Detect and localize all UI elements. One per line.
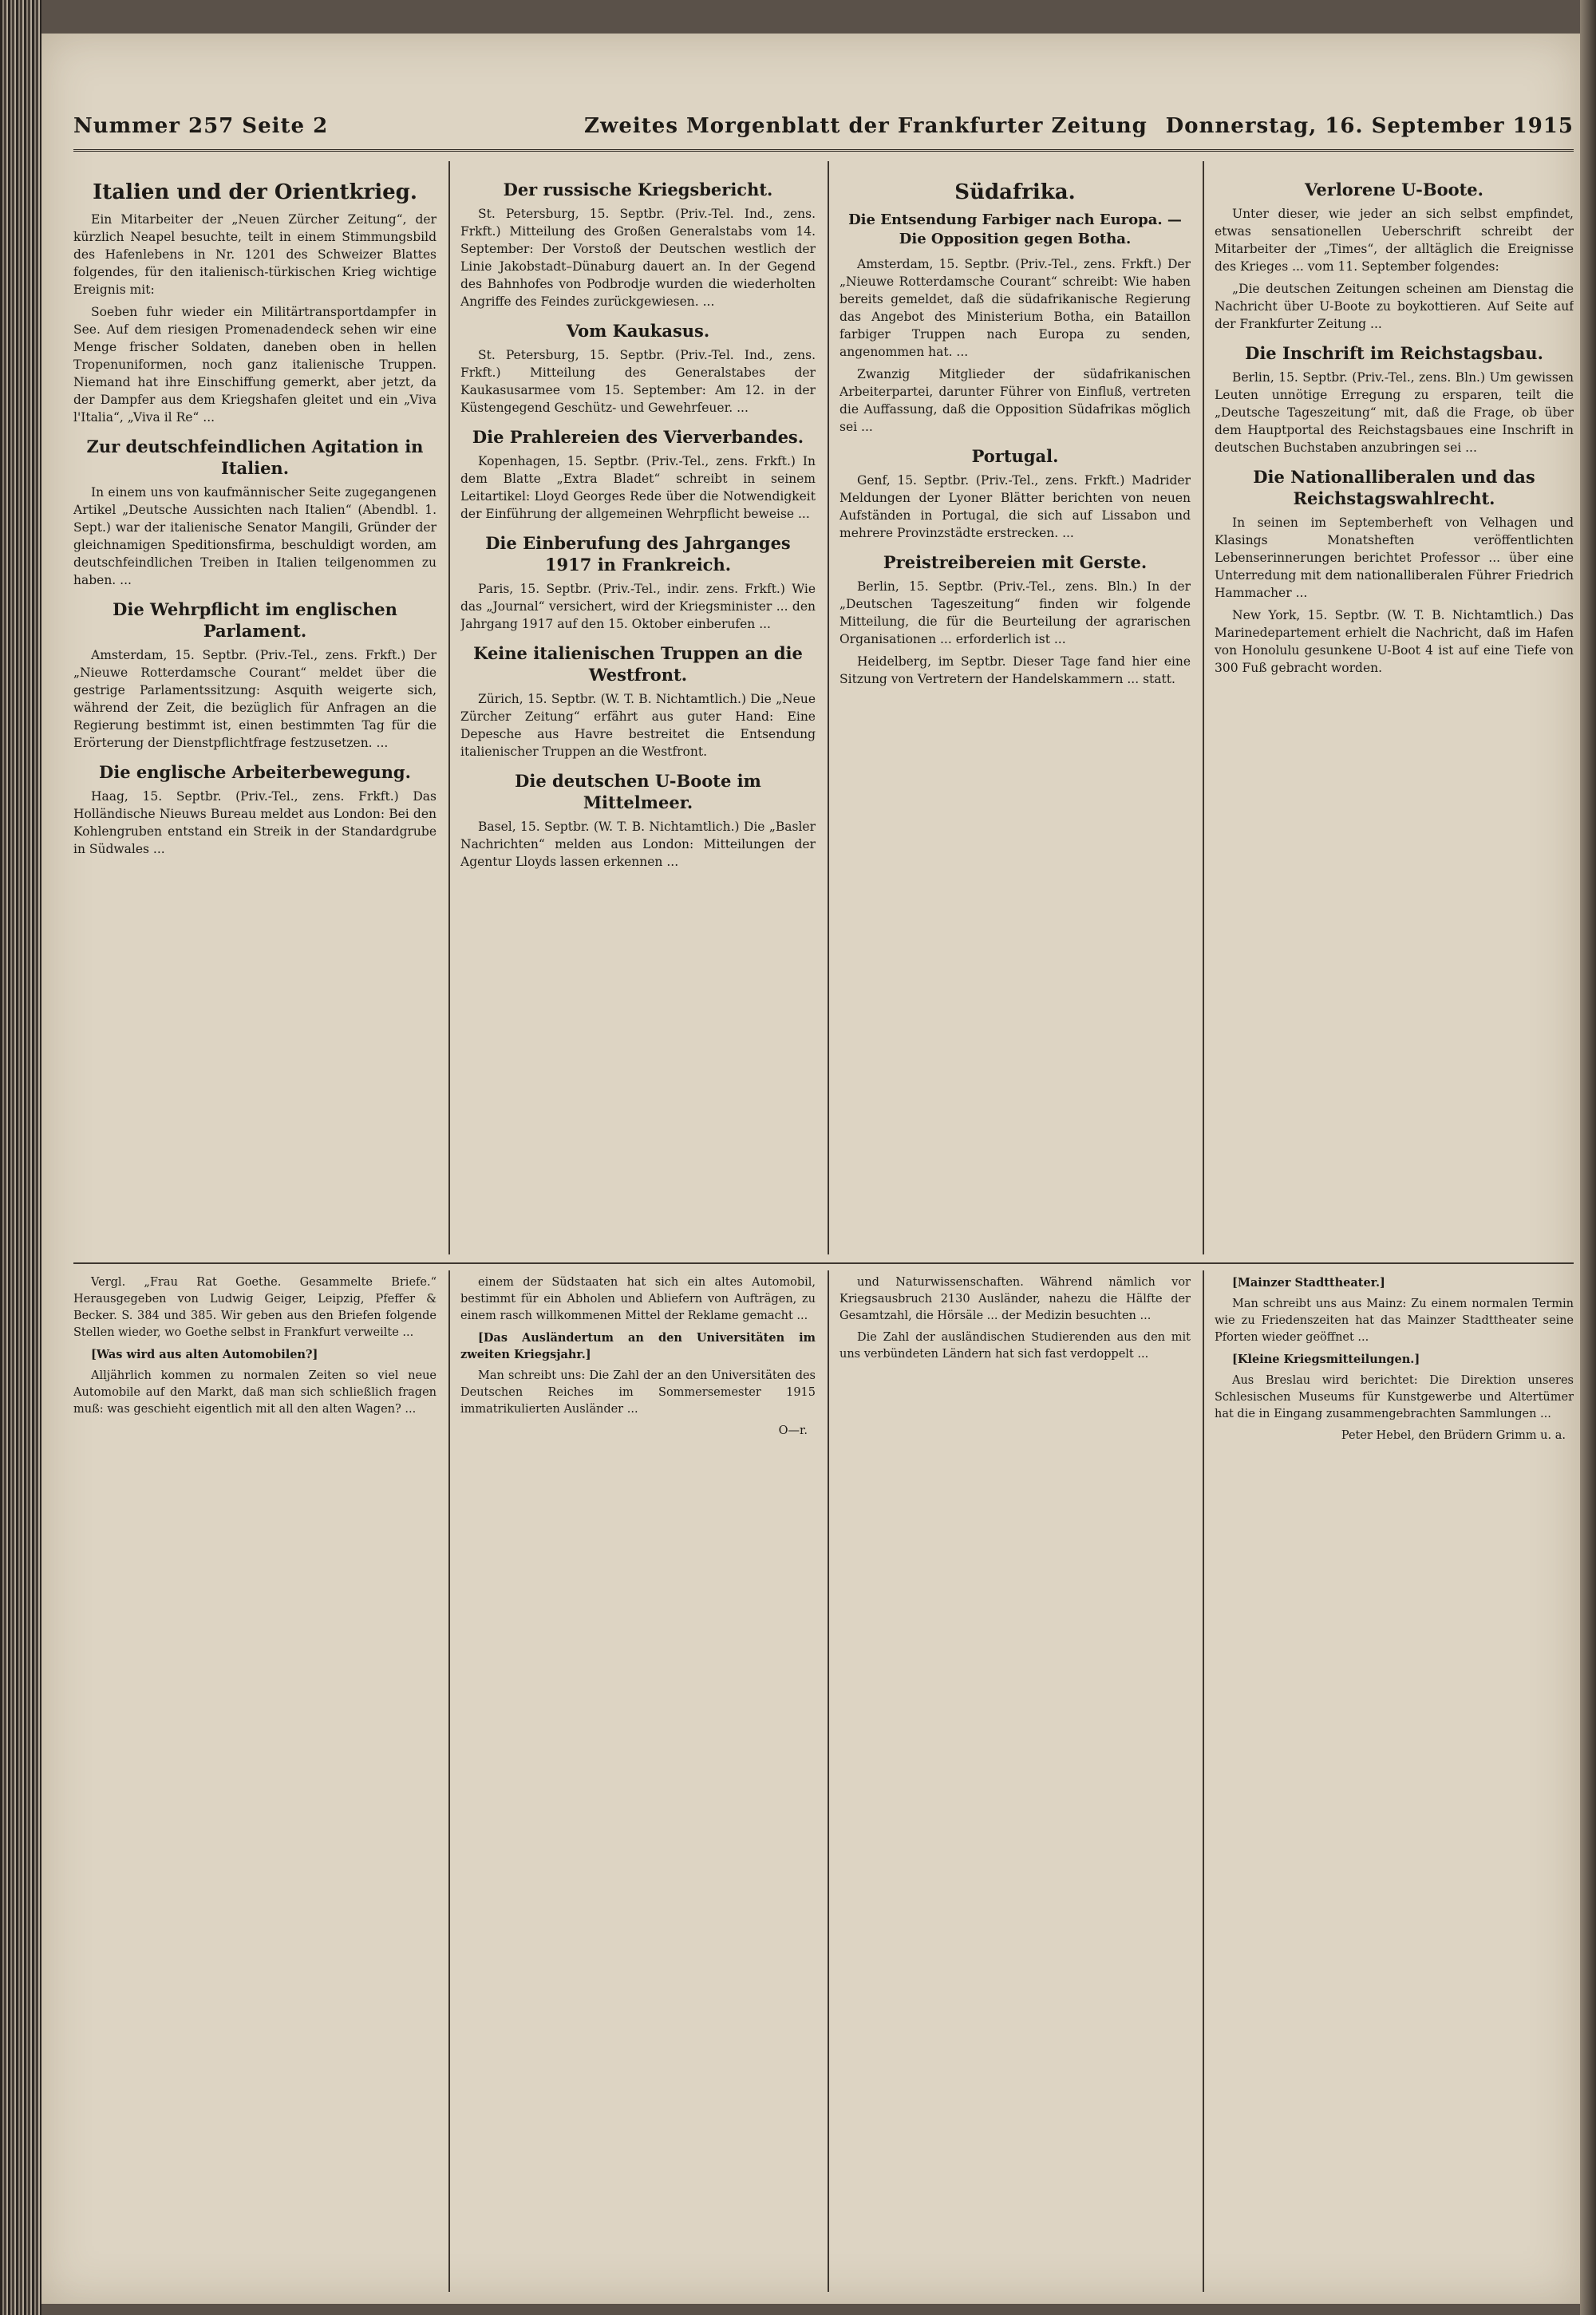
feuilleton-column-1 [73, 1274, 437, 2288]
article-heading: Italien und der Orientkrieg. [93, 180, 417, 204]
article-text: Paris, 15. Septbr. (Priv.-Tel., indir. zens. Frkft.) Wie das „Journal“ versichert, wird der Kriegsminister ... den Jahrgang 1917 auf den 15. Oktober einberufen ... [460, 582, 816, 631]
masthead [73, 109, 1574, 152]
newspaper-page [41, 34, 1580, 2304]
column-rule [448, 1270, 450, 2292]
article-text: Kopenhagen, 15. Septbr. (Priv.-Tel., zens. Frkft.) In dem Blatte „Extra Bladet“ schreibt in seinem Leitartikel: Lloyd Georges Rede über die Notwendigkeit der Einführung der allgemeinen Wehrpflicht beweise ... [460, 454, 816, 521]
feuilleton-text: Man schreibt uns: Die Zahl der an den Universitäten des Deutschen Reiches im Sommersemester 1915 immatrikulierten Ausländer ... [460, 1369, 816, 1416]
article-heading: Portugal. [971, 446, 1059, 466]
feuilleton-text: Vergl. „Frau Rat Goethe. Gesammelte Briefe.“ Herausgegeben von Ludwig Geiger, Leipzig, Pfeffer & Becker. S. 384 und 385. Wir geben aus den Briefen folgende Stellen wieder, wo Goethe selbst in Frankfurt verweilte ... [73, 1276, 437, 1339]
column-rule [1203, 161, 1204, 1254]
article-heading: Zur deutschfeindlichen Agitation in Italien. [86, 437, 424, 478]
feuilleton-heading: [Das Ausländertum an den Universitäten im zweiten Kriegsjahr.] [460, 1331, 816, 1361]
article-text: Basel, 15. Septbr. (W. T. B. Nichtamtlich.) Die „Basler Nachrichten“ melden aus London: Mitteilungen der Agentur Lloyds lassen erkennen ... [460, 820, 816, 869]
feuilleton-text: einem der Südstaaten hat sich ein altes Automobil, bestimmt für ein Abholen und Abliefern von Aufträgen, zu einem rasch willkommenen Mittel der Reklame gemacht ... [460, 1276, 816, 1322]
article-text: Amsterdam, 15. Septbr. (Priv.-Tel., zens. Frkft.) Der „Nieuwe Rotterdamsche Courant“ meldet über die gestrige Parlamentssitzung: Asquith weigerte sich, während der Zeit, die bezüglich für Anfragen an die Regierung bestimmt ist, einen bestimmten Tag für die Erörterung der Dienstpflichtfrage festzusetzen. ... [73, 648, 437, 750]
article-text: „Die deutschen Zeitungen scheinen am Dienstag die Nachricht über U-Boote zu boykottieren. Auf Seite auf der Frankfurter Zeitung ... [1215, 282, 1574, 331]
article-heading: Die deutschen U-Boote im Mittelmeer. [515, 771, 761, 812]
article-heading: Südafrika. [954, 180, 1076, 204]
section-rule [73, 1262, 1574, 1264]
author-signature: O—r. [778, 1424, 808, 1437]
article-text: St. Petersburg, 15. Septbr. (Priv.-Tel. Ind., zens. Frkft.) Mitteilung des Generalstabes der Kaukasusarmee vom 15. September: Am 12. in der Küstengegend Geschütz- und Gewehrfeuer. ... [460, 348, 816, 415]
article-heading: Die Wehrpflicht im englischen Parlament. [113, 599, 397, 641]
column-3 [839, 169, 1191, 1254]
feuilleton-text: und Naturwissenschaften. Während nämlich vor Kriegsausbruch 2130 Ausländer, nahezu die Hälfte der Gesamtzahl, die Hörsäle ... der Medizin besuchten ... [839, 1276, 1191, 1322]
page-number: Nummer 257 Seite 2 [73, 114, 329, 138]
article-text: Zürich, 15. Septbr. (W. T. B. Nichtamtlich.) Die „Neue Zürcher Zeitung“ erfährt aus guter Hand: Eine Depesche aus Havre bestreitet die Entsendung italienischer Truppen an die Westfront. [460, 692, 816, 759]
closing-line: Peter Hebel, den Brüdern Grimm u. a. [1341, 1429, 1566, 1442]
article-heading: Die Prahlereien des Vierverbandes. [472, 427, 804, 447]
column-4 [1215, 169, 1574, 1254]
article-text: St. Petersburg, 15. Septbr. (Priv.-Tel. Ind., zens. Frkft.) Mitteilung des Großen Generalstabs vom 14. September: Der Vorstoß der Deutschen westlich der Linie Jakobstadt–Dünaburg dauert an. In der Gegend des Bahnhofes von Podbrodje wurden die wiederholten Angriffe des Feindes zurückgewiesen. ... [460, 207, 816, 309]
column-1 [73, 169, 437, 1254]
article-heading: Verlorene U-Boote. [1305, 180, 1483, 200]
article-text: Berlin, 15. Septbr. (Priv.-Tel., zens. Bln.) In der „Deutschen Tageszeitung“ finden wir folgende Mitteilung, die für die Beurteilung der agrarischen Organisationen ... erforderlich ist ... [839, 579, 1191, 646]
column-2 [460, 169, 816, 1254]
article-heading: Der russische Kriegsbericht. [503, 180, 773, 200]
feuilleton-text: Die Zahl der ausländischen Studierenden aus den mit uns verbündeten Ländern hat sich fast verdoppelt ... [839, 1331, 1191, 1361]
feuilleton-text: Aus Breslau wird berichtet: Die Direktion unseres Schlesischen Museums für Kunstgewerbe und Altertümer hat die in Eingang zusammengebrachten Sammlungen ... [1215, 1374, 1574, 1420]
column-rule [828, 1270, 829, 2292]
article-heading: Vom Kaukasus. [566, 321, 710, 341]
article-text: In einem uns von kaufmännischer Seite zugegangenen Artikel „Deutsche Aussichten nach Italien“ (Abendbl. 1. Sept.) war der italienische Senator Mangili, Gründer der gleichnamigen Speditionsfirma, beschuldigt worden, am deutschfeindlichen Treiben in Italien teilgenommen zu haben. ... [73, 485, 437, 587]
article-heading: Preistreibereien mit Gerste. [883, 552, 1148, 572]
article-text: New York, 15. Septbr. (W. T. B. Nichtamtlich.) Das Marinedepartement erhielt die Nachricht, daß im Hafen von Honolulu gesunkene U-Boot 4 ist auf eine Tiefe von 300 Fuß gebracht worden. [1215, 608, 1574, 675]
article-heading: Keine italienischen Truppen an die Westfront. [473, 643, 803, 685]
article-heading: Die Inschrift im Reichstagsbau. [1245, 343, 1543, 363]
feuilleton-heading: [Was wird aus alten Automobilen?] [91, 1348, 318, 1361]
book-binding [0, 0, 41, 2315]
article-heading: Die Einberufung des Jahrganges 1917 in Frankreich. [485, 533, 791, 575]
date-line: Donnerstag, 16. September 1915 [1165, 114, 1574, 138]
article-text: Genf, 15. Septbr. (Priv.-Tel., zens. Frkft.) Madrider Meldungen der Lyoner Blätter berichten von neuen Aufständen in Portugal, die sich auf Lissabon und mehrere Provinzstädte erstrecken. ... [839, 473, 1191, 540]
column-rule [828, 161, 829, 1254]
article-text: In seinen im Septemberheft von Velhagen und Klasings Monatsheften veröffentlichten Lebenserinnerungen berichtet Professor ... über eine Unterredung mit dem nationalliberalen Führer Friedrich Hammacher ... [1215, 516, 1574, 600]
column-rule [448, 161, 450, 1254]
article-text: Zwanzig Mitglieder der südafrikanischen Arbeiterpartei, darunter Führer von Einfluß, vertreten die Auffassung, daß die Opposition Südafrikas möglich sei ... [839, 367, 1191, 434]
article-text: Berlin, 15. Septbr. (Priv.-Tel., zens. Bln.) Um gewissen Leuten unnötige Erregung zu ersparen, teilt die „Deutsche Tageszeitung“ mit, daß die Frage, ob über dem Hauptportal des Reichstagsbaues eine Inschrift in deutschen Buchstaben anzubringen sei ... [1215, 370, 1574, 455]
feuilleton-heading: [Mainzer Stadttheater.] [1232, 1276, 1385, 1290]
article-heading: Die englische Arbeiterbewegung. [99, 762, 411, 782]
article-text: Ein Mitarbeiter der „Neuen Zürcher Zeitung“, der kürzlich Neapel besuchte, teilt in einem Stimmungsbild des Hafenlebens in Nr. 1201 des Schweizer Blattes folgendes, für den italienisch-türkischen Krieg wichtige Ereignis mit: [73, 212, 437, 297]
feuilleton-column-4 [1215, 1274, 1574, 2288]
newspaper-title: Zweites Morgenblatt der Frankfurter Zeitung [584, 114, 1148, 138]
feuilleton-text: Man schreibt uns aus Mainz: Zu einem normalen Termin wie zu Friedenszeiten hat das Mainzer Stadttheater seine Pforten wieder geöffnet ... [1215, 1298, 1574, 1344]
article-text: Unter dieser, wie jeder an sich selbst empfindet, etwas sensationellen Ueberschrift schreibt der Mitarbeiter der „Times“, der alltäglich die Ereignisse des Krieges ... vom 11. September folgendes: [1215, 207, 1574, 274]
article-text: Heidelberg, im Septbr. Dieser Tage fand hier eine Sitzung von Vertretern der Handelskammern ... statt. [839, 654, 1191, 686]
feuilleton-column-3 [839, 1274, 1191, 2288]
article-subheading: Die Entsendung Farbiger nach Europa. — Die Opposition gegen Botha. [848, 211, 1182, 247]
article-text: Amsterdam, 15. Septbr. (Priv.-Tel., zens. Frkft.) Der „Nieuwe Rotterdamsche Courant“ schreibt: Wie haben bereits gemeldet, daß die südafrikanische Regierung das Angebot des Ministerium Botha, ein Bataillon farbiger Truppen nach Europa zu senden, angenommen hat. ... [839, 257, 1191, 359]
article-text: Haag, 15. Septbr. (Priv.-Tel., zens. Frkft.) Das Holländische Nieuws Bureau meldet aus London: Bei den Kohlengruben entstand ein Streik in der Standardgrube in Südwales ... [73, 789, 437, 856]
feuilleton-column-2 [460, 1274, 816, 2288]
article-text: Soeben fuhr wieder ein Militärtransportdampfer in See. Auf dem riesigen Promenadendeck sehen wir eine Menge frischer Soldaten, daneben oben in hellen Tropenuniformen, noch ganz italienische Truppen. Niemand hat ihre Einschiffung gemerkt, aber jetzt, da der Dampfer aus dem Kriegshafen gleitet und ein „Viva l'Italia“, „Viva il Re“ ... [73, 305, 437, 425]
page-edge [1580, 0, 1596, 2315]
article-heading: Die Nationalliberalen und das Reichstagswahlrecht. [1253, 467, 1535, 508]
column-rule [1203, 1270, 1204, 2292]
feuilleton-text: Alljährlich kommen zu normalen Zeiten so viel neue Automobile auf den Markt, daß man sich schließlich fragen muß: was geschieht eigentlich mit all den alten Wagen? ... [73, 1369, 437, 1416]
feuilleton-heading: [Kleine Kriegsmitteilungen.] [1232, 1353, 1420, 1366]
